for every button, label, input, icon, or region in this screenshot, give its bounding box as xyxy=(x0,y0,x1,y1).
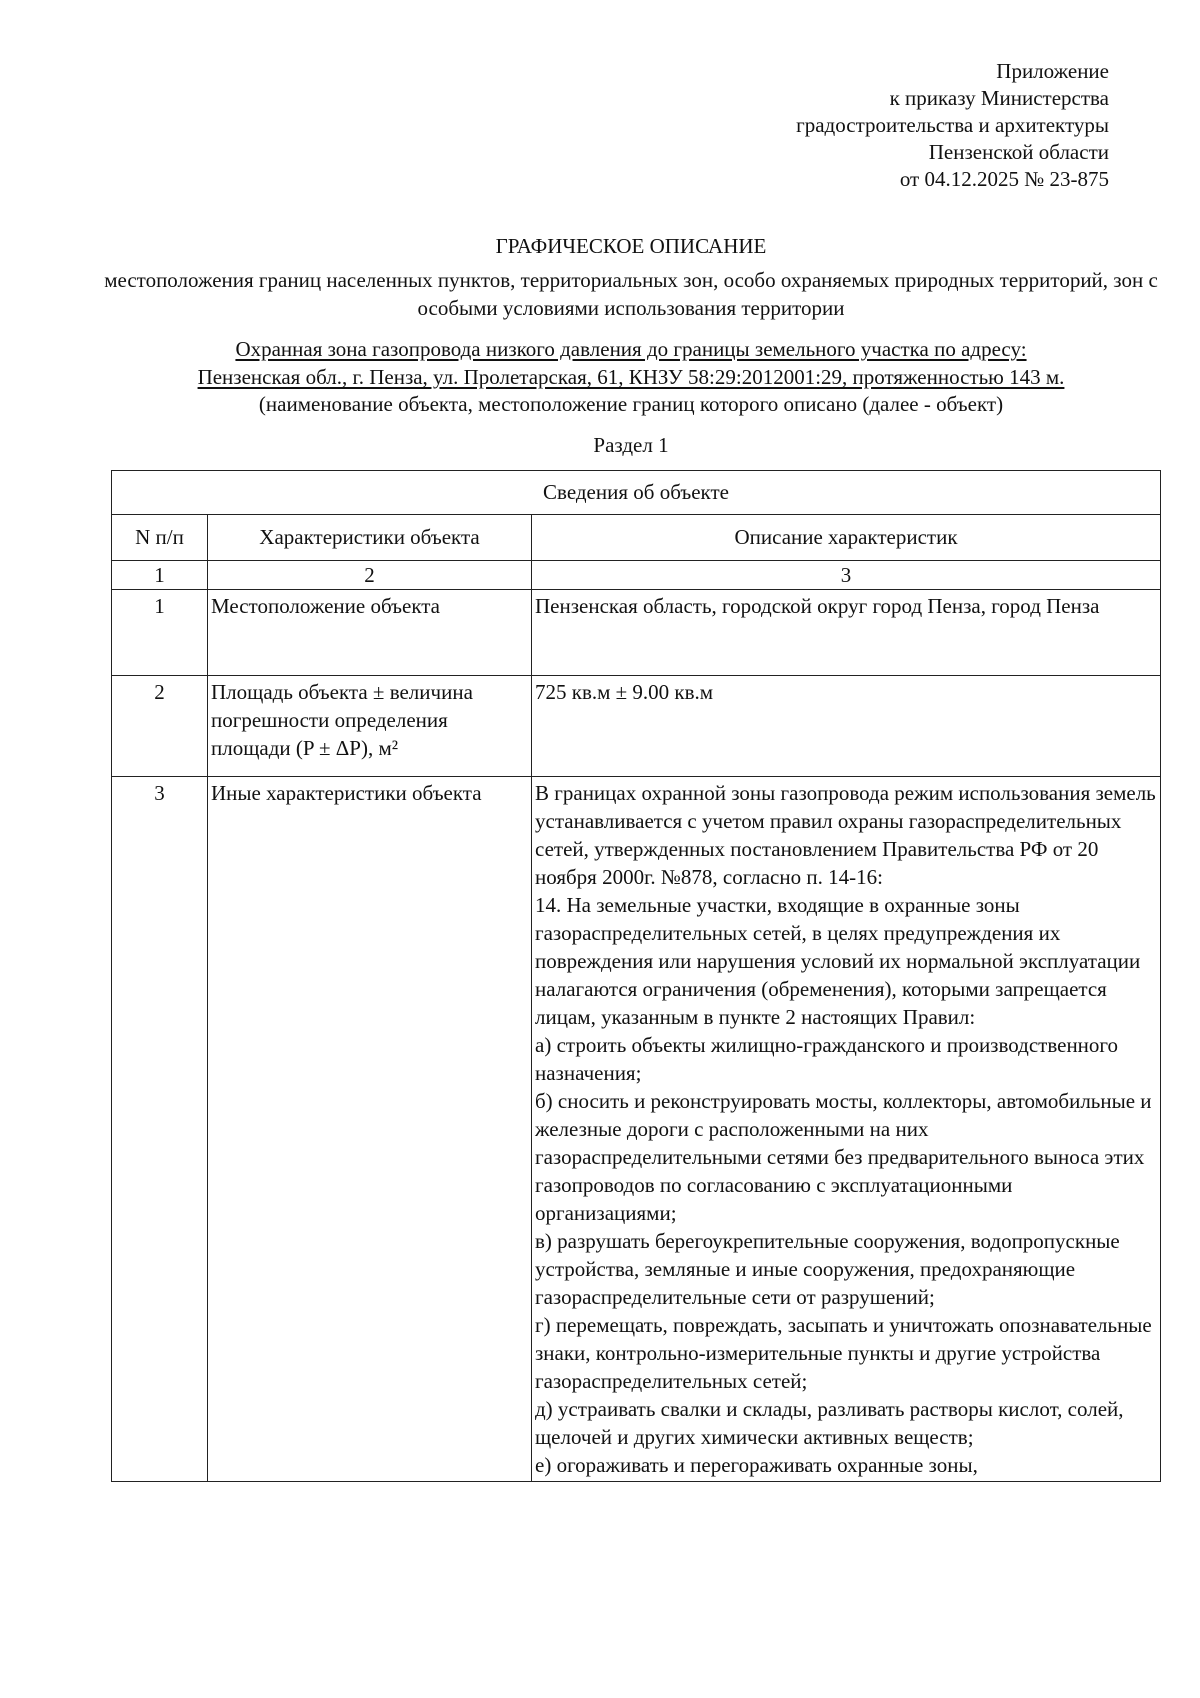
description-paragraph: б) сносить и реконструировать мосты, коллекторы, автомобильные и железные дороги с расположенными на них газораспределительными сетями без предварительного выноса этих газопроводов по согласованию с эксплуатационными организациями; xyxy=(535,1089,1152,1225)
object-info-table xyxy=(111,470,1161,1482)
appendix-block xyxy=(796,58,1109,193)
appendix-line: к приказу Министерства xyxy=(889,86,1109,110)
description-paragraph: в) разрушать берегоукрепительные сооружения, водопропускные устройства, земляные и иные сооружения, предохраняющие газораспределительные сети от разрушений; xyxy=(535,1229,1120,1309)
appendix-line: Приложение xyxy=(996,59,1109,83)
column-number-row xyxy=(112,561,1161,590)
row-number: 1 xyxy=(112,590,208,676)
description-paragraph: д) устраивать свалки и склады, разливать растворы кислот, солей, щелочей и других химически активных веществ; xyxy=(535,1397,1124,1449)
table-title: Сведения об объекте xyxy=(112,471,1161,515)
section-heading: Раздел 1 xyxy=(593,433,669,457)
row-number: 3 xyxy=(112,777,208,1482)
appendix-line: градостроительства и архитектуры xyxy=(796,113,1109,137)
description-paragraph: а) строить объекты жилищно-гражданского и производственного назначения; xyxy=(535,1033,1119,1085)
header-cell: N п/п xyxy=(112,515,208,561)
document-title: ГРАФИЧЕСКОЕ ОПИСАНИЕ xyxy=(495,234,767,258)
row-description xyxy=(532,590,1161,676)
table-header-row xyxy=(112,515,1161,561)
table-title-row xyxy=(112,471,1161,515)
row-characteristic: Местоположение объекта xyxy=(208,590,532,676)
description-paragraph: е) огораживать и перегораживать охранные зоны, xyxy=(535,1453,978,1477)
description-paragraph: 725 кв.м ± 9.00 кв.м xyxy=(535,680,714,704)
row-characteristic: Площадь объекта ± величина погрешности определения площади (P ± ΔP), м² xyxy=(208,676,532,777)
document-subtitle: местоположения границ населенных пунктов, территориальных зон, особо охраняемых природных территорий, зон с особыми условиями использования территории xyxy=(104,268,1158,320)
description-paragraph: Пензенская область, городской округ город Пенза, город Пенза xyxy=(535,594,1100,618)
table-row xyxy=(112,777,1161,1482)
header-cell: Описание характеристик xyxy=(532,515,1161,561)
appendix-line: от 04.12.2025 № 23-875 xyxy=(899,167,1109,191)
column-number: 2 xyxy=(208,561,532,590)
description-paragraph: В границах охранной зоны газопровода режим использования земель устанавливается с учетом правил охраны газораспределительных сетей, утвержденных постановлением Правительства РФ от 20 ноября 2000г. №878, согласно п. 14-16: xyxy=(535,781,1156,889)
object-name-line: Охранная зона газопровода низкого давления до границы земельного участка по адресу: xyxy=(235,337,1027,361)
row-description xyxy=(532,777,1161,1482)
header-cell: Характеристики объекта xyxy=(208,515,532,561)
appendix-line: Пензенской области xyxy=(928,140,1109,164)
row-number: 2 xyxy=(112,676,208,777)
description-paragraph: 14. На земельные участки, входящие в охранные зоны газораспределительных сетей, в целях предупреждения их повреждения или нарушения условий их нормальной эксплуатации налагаются ограничения (обременения), которыми запрещается лицам, указанным в пункте 2 настоящих Правил: xyxy=(535,893,1141,1029)
object-name-line: Пензенская обл., г. Пенза, ул. Пролетарская, 61, КНЗУ 58:29:2012001:29, протяженностью 143 м. xyxy=(197,365,1065,389)
table-row xyxy=(112,676,1161,777)
description-paragraph: г) перемещать, повреждать, засыпать и уничтожать опознавательные знаки, контрольно-измерительные пункты и другие устройства газораспределительных сетей; xyxy=(535,1313,1152,1393)
object-name xyxy=(100,335,1162,391)
table-row xyxy=(112,590,1161,676)
row-characteristic: Иные характеристики объекта xyxy=(208,777,532,1482)
row-description xyxy=(532,676,1161,777)
object-caption: (наименование объекта, местоположение границ которого описано (далее - объект) xyxy=(258,392,1004,416)
column-number: 1 xyxy=(112,561,208,590)
column-number: 3 xyxy=(532,561,1161,590)
